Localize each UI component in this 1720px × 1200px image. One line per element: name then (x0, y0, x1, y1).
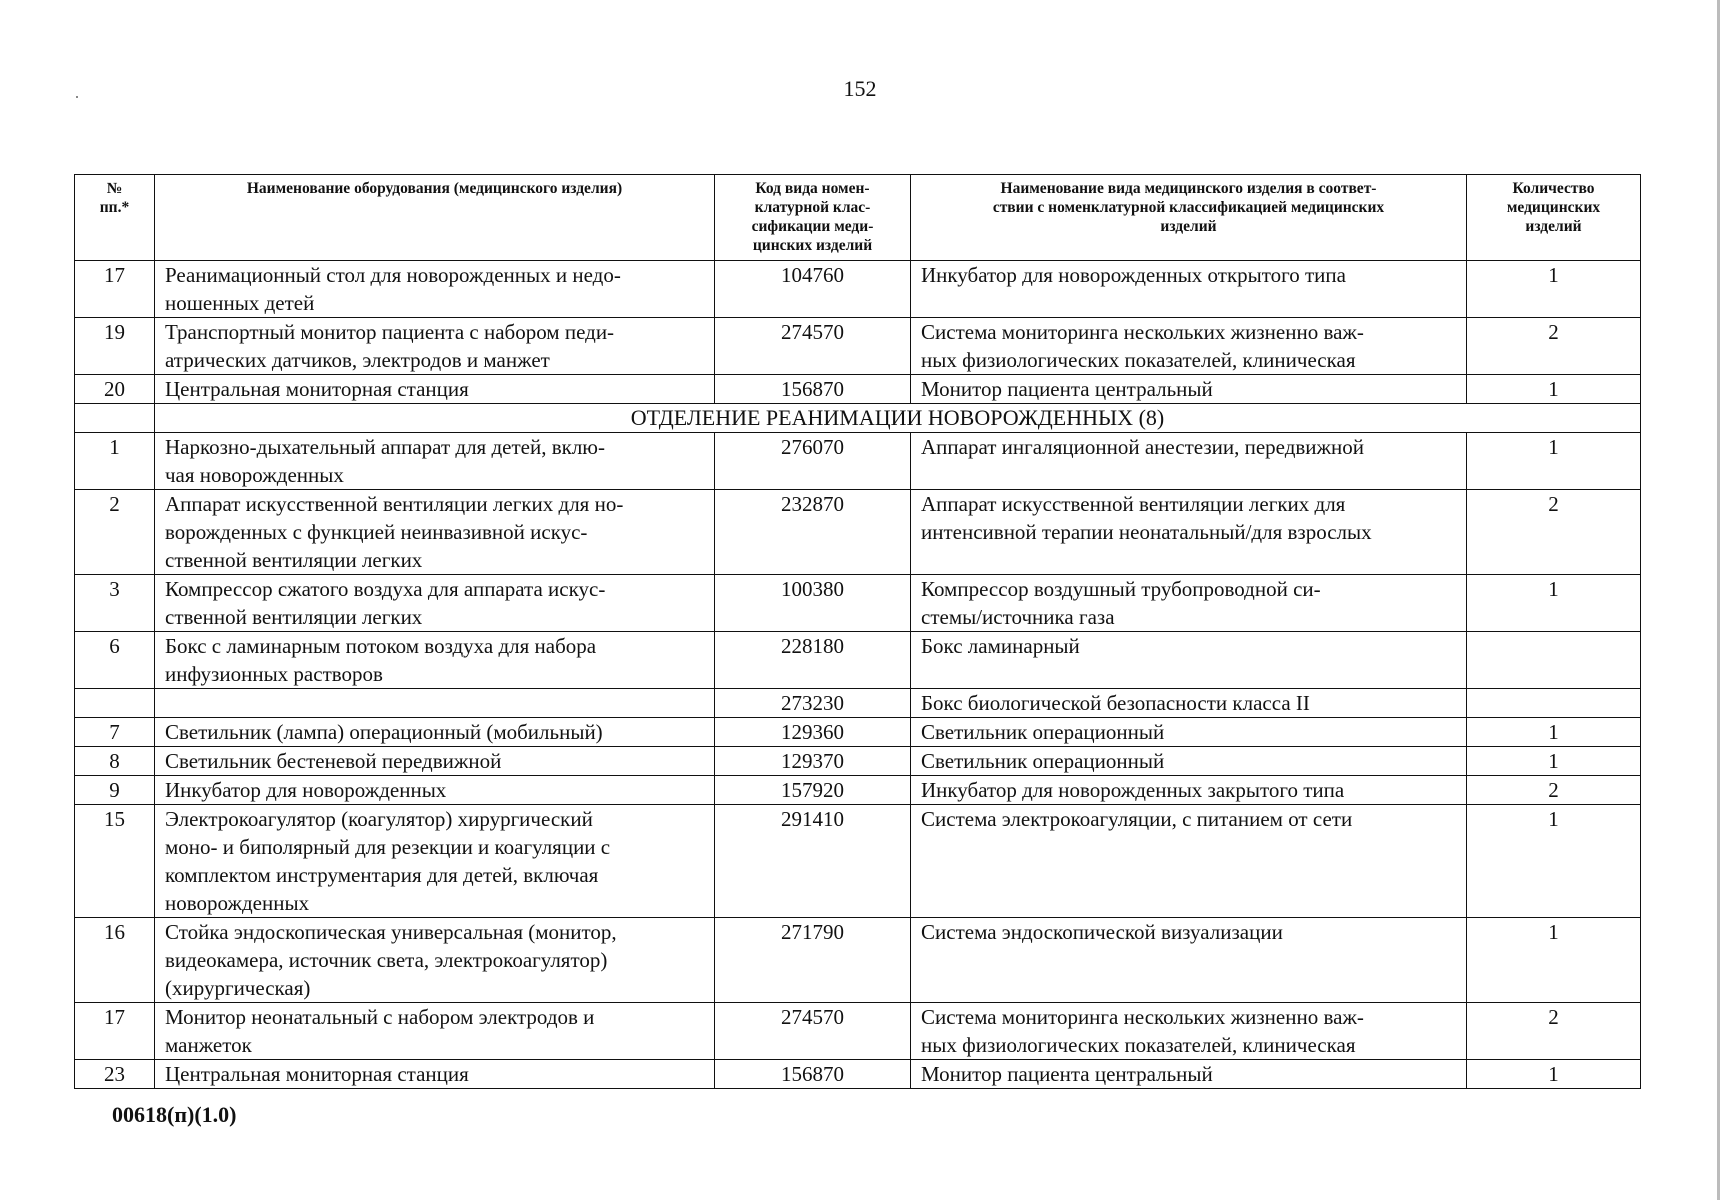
row-number-cell: 9 (75, 776, 155, 805)
device-kind-cell: Монитор пациента центральный (911, 375, 1467, 404)
nomenclature-code-cell: 273230 (715, 689, 911, 718)
nomenclature-code-cell: 129370 (715, 747, 911, 776)
equipment-name-cell: Светильник (лампа) операционный (мобильный) (155, 718, 715, 747)
table-row (75, 490, 1641, 575)
equipment-table-container (74, 174, 1640, 1089)
equipment-name-cell: Светильник бестеневой передвижной (155, 747, 715, 776)
device-kind-cell: Система мониторинга нескольких жизненно важ- ных физиологических показателей, клиническая (911, 318, 1467, 375)
nomenclature-code-cell: 274570 (715, 318, 911, 375)
nomenclature-code-cell: 156870 (715, 375, 911, 404)
equipment-name-cell: Компрессор сжатого воздуха для аппарата искус- ственной вентиляции легких (155, 575, 715, 632)
equipment-name-cell: Инкубатор для новорожденных (155, 776, 715, 805)
quantity-cell: 1 (1467, 575, 1641, 632)
table-body-section (75, 433, 1641, 1089)
quantity-cell (1467, 632, 1641, 689)
section-title: ОТДЕЛЕНИЕ РЕАНИМАЦИИ НОВОРОЖДЕННЫХ (8) (155, 404, 1641, 433)
row-number-cell: 17 (75, 1003, 155, 1060)
device-kind-cell: Аппарат ингаляционной анестезии, передвижной (911, 433, 1467, 490)
nomenclature-code-cell: 228180 (715, 632, 911, 689)
nomenclature-code-cell: 291410 (715, 805, 911, 918)
table-row (75, 776, 1641, 805)
nomenclature-code-cell: 156870 (715, 1060, 911, 1089)
equipment-name-cell: Аппарат искусственной вентиляции легких для но- ворожденных с функцией неинвазивной искус- ственной вентиляции легких (155, 490, 715, 575)
quantity-cell: 2 (1467, 1003, 1641, 1060)
device-kind-cell: Инкубатор для новорожденных закрытого типа (911, 776, 1467, 805)
table-row (75, 318, 1641, 375)
header-equipment-name: Наименование оборудования (медицинского изделия) (155, 175, 715, 261)
header-quantity: Количество медицинских изделий (1467, 175, 1641, 261)
device-kind-cell: Светильник операционный (911, 747, 1467, 776)
device-kind-cell: Система эндоскопической визуализации (911, 918, 1467, 1003)
quantity-cell: 1 (1467, 1060, 1641, 1089)
table-row (75, 375, 1641, 404)
nomenclature-code-cell: 157920 (715, 776, 911, 805)
table-row (75, 433, 1641, 490)
row-number-cell: 23 (75, 1060, 155, 1089)
table-section (75, 404, 1641, 433)
quantity-cell: 1 (1467, 747, 1641, 776)
row-number-cell (75, 689, 155, 718)
quantity-cell: 1 (1467, 718, 1641, 747)
device-kind-cell: Система электрокоагуляции, с питанием от сети (911, 805, 1467, 918)
row-number-cell: 2 (75, 490, 155, 575)
equipment-name-cell: Стойка эндоскопическая универсальная (монитор, видеокамера, источник света, электрокоагулятор) (хирургическая) (155, 918, 715, 1003)
table-row (75, 1060, 1641, 1089)
quantity-cell: 2 (1467, 490, 1641, 575)
quantity-cell: 2 (1467, 776, 1641, 805)
header-device-kind: Наименование вида медицинского изделия в соответ- ствии с номенклатурной классификацией медицинских изделий (911, 175, 1467, 261)
table-row (75, 718, 1641, 747)
document-code: 00618(п)(1.0) (112, 1102, 237, 1127)
row-number-cell: 16 (75, 918, 155, 1003)
page-number: 152 (843, 76, 877, 101)
device-kind-cell: Бокс ламинарный (911, 632, 1467, 689)
device-kind-cell: Бокс биологической безопасности класса II (911, 689, 1467, 718)
row-number-cell: 19 (75, 318, 155, 375)
table-row (75, 747, 1641, 776)
quantity-cell: 1 (1467, 918, 1641, 1003)
table-row (75, 1003, 1641, 1060)
nomenclature-code-cell: 274570 (715, 1003, 911, 1060)
nomenclature-code-cell: 271790 (715, 918, 911, 1003)
row-number-cell: 15 (75, 805, 155, 918)
quantity-cell: 1 (1467, 375, 1641, 404)
device-kind-cell: Инкубатор для новорожденных открытого типа (911, 261, 1467, 318)
nomenclature-code-cell: 232870 (715, 490, 911, 575)
nomenclature-code-cell: 104760 (715, 261, 911, 318)
section-row-number-cell (75, 404, 155, 433)
device-kind-cell: Монитор пациента центральный (911, 1060, 1467, 1089)
quantity-cell (1467, 689, 1641, 718)
row-number-cell: 20 (75, 375, 155, 404)
row-number-cell: 6 (75, 632, 155, 689)
equipment-name-cell: Монитор неонатальный с набором электродов и манжеток (155, 1003, 715, 1060)
device-kind-cell: Компрессор воздушный трубопроводной си- стемы/источника газа (911, 575, 1467, 632)
equipment-name-cell: Реанимационный стол для новорожденных и недо- ношенных детей (155, 261, 715, 318)
quantity-cell: 2 (1467, 318, 1641, 375)
quantity-cell: 1 (1467, 433, 1641, 490)
table-row (75, 689, 1641, 718)
table-header-row (75, 175, 1641, 261)
header-nomenclature-code: Код вида номен- клатурной клас- сификации меди- цинских изделий (715, 175, 911, 261)
table-body-top (75, 261, 1641, 404)
quantity-cell: 1 (1467, 805, 1641, 918)
quantity-cell: 1 (1467, 261, 1641, 318)
device-kind-cell: Светильник операционный (911, 718, 1467, 747)
equipment-name-cell: Бокс с ламинарным потоком воздуха для набора инфузионных растворов (155, 632, 715, 689)
header-number: № пп.* (75, 175, 155, 261)
equipment-name-cell: Наркозно-дыхательный аппарат для детей, вклю- чая новорожденных (155, 433, 715, 490)
table-row (75, 632, 1641, 689)
equipment-name-cell: Транспортный монитор пациента с набором педи- атрических датчиков, электродов и манжет (155, 318, 715, 375)
equipment-name-cell: Центральная мониторная станция (155, 375, 715, 404)
section-row (75, 404, 1641, 433)
row-number-cell: 3 (75, 575, 155, 632)
equipment-name-cell (155, 689, 715, 718)
equipment-name-cell: Центральная мониторная станция (155, 1060, 715, 1089)
device-kind-cell: Система мониторинга нескольких жизненно важ- ных физиологических показателей, клиническая (911, 1003, 1467, 1060)
row-number-cell: 1 (75, 433, 155, 490)
equipment-name-cell: Электрокоагулятор (коагулятор) хирургический моно- и биполярный для резекции и коагуляции с комплектом инструментария для детей, включая новорожденных (155, 805, 715, 918)
table-row (75, 805, 1641, 918)
nomenclature-code-cell: 100380 (715, 575, 911, 632)
equipment-table (74, 174, 1641, 1089)
row-number-cell: 7 (75, 718, 155, 747)
table-row (75, 918, 1641, 1003)
row-number-cell: 17 (75, 261, 155, 318)
table-row (75, 261, 1641, 318)
table-row (75, 575, 1641, 632)
nomenclature-code-cell: 129360 (715, 718, 911, 747)
nomenclature-code-cell: 276070 (715, 433, 911, 490)
row-number-cell: 8 (75, 747, 155, 776)
device-kind-cell: Аппарат искусственной вентиляции легких для интенсивной терапии неонатальный/для взрослых (911, 490, 1467, 575)
